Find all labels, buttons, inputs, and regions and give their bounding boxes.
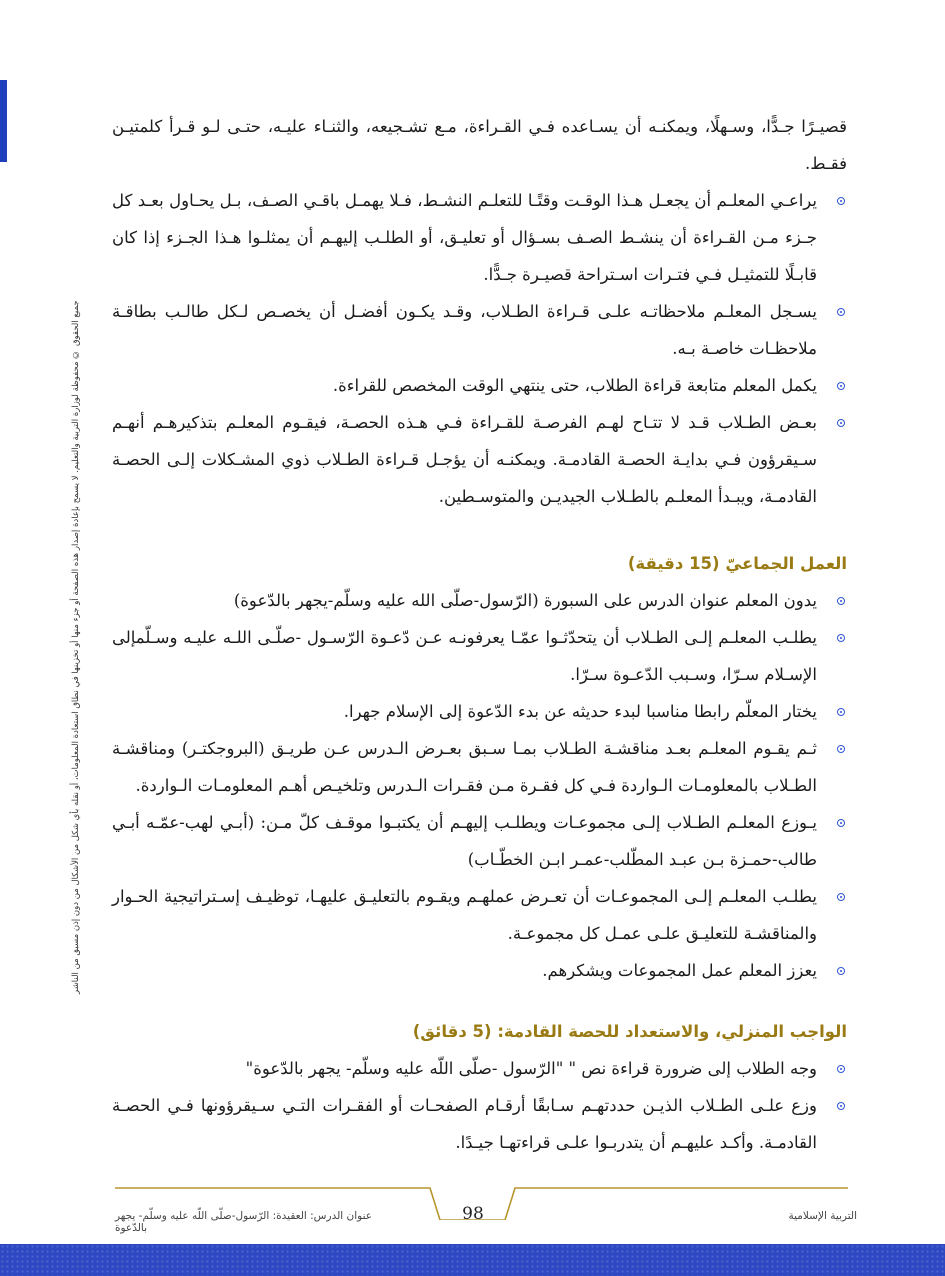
- circle-bullet-icon: [837, 419, 845, 427]
- circle-bullet-icon: [837, 1102, 845, 1110]
- list-item-text: بعـض الطـلاب قـد لا تتـاح لهـم الفرصـة للقـراءة فـي هـذه الحصـة، فيقـوم المعلـم بتذكيرهـم أنهـم سـيقرؤون فـي بدايـة الحصـة القادمـة. ويمكنـه أن يؤجـل قـراءة الطـلاب ذوي المشـكلات إلـى الحصـة القادمـة، ويبـدأ المعلـم بالطـلاب الجيديـن والمتوسـطين.: [112, 413, 817, 506]
- copyright-side-note: جميع الحقوق © محفوظة لوزارة التربية والتعليم. لا يسمح بإعادة إصدار هذه الصفحة أو جزء منها أو تخزينها في نطاق استعادة المعلومات، أو نقله بأي شكل من الأشكال من دون إذن مسبق من الناشر: [71, 300, 81, 994]
- list-item-text: يراعـي المعلـم أن يجعـل هـذا الوقـت وقتًـا للتعلـم النشـط، فـلا يهمـل باقـي الصـف، بـل يحـاول بعـد كل جـزء مـن القـراءة أن ينشـط الصـف بسـؤال أو تعليـق، أو الطلـب إليهـم أن يمثلـوا هـذا الجـزء إذا كان قابـلًا للتمثيـل فـي فتـرات اسـتراحة قصيـرة جـدًّا.: [112, 191, 817, 284]
- list-item: [112, 730, 847, 804]
- list-item-text: ثـم يقـوم المعلـم بعـد مناقشـة الطـلاب بمـا سـبق بعـرض الـدرس عـن طريـق (البروجكتـر) ومناقشـة الطـلاب بالمعلومـات الـواردة فـي كل فقـرة مـن فقـرات الـدرس وتلخيـص أهـم المعلومـات الـواردة.: [112, 739, 817, 795]
- group-work-heading: العمل الجماعيّ (15 دقيقة): [627, 554, 847, 573]
- list-item: [112, 1087, 847, 1161]
- list-item-text: يكمل المعلم متابعة قراءة الطلاب، حتى ينتهي الوقت المخصص للقراءة.: [332, 376, 817, 395]
- circle-bullet-icon: [837, 597, 845, 605]
- intro-continued-text: قصيـرًا جـدًّا، وسـهلًا، ويمكنـه أن يسـاعده فـي القـراءة، مـع تشـجيعه، والثنـاء عليـه، حتـى لـو قـرأ كلمتيـن فقـط.: [112, 117, 847, 173]
- circle-bullet-icon: [837, 967, 845, 975]
- circle-bullet-icon: [837, 197, 845, 205]
- list-item-text: يدون المعلم عنوان الدرس على السبورة (الرّسول-صلّى الله عليه وسلّم-يجهر بالدّعوة): [233, 591, 817, 610]
- footer-lesson-title: عنوان الدرس: العقيدة: الرّسول-صلّى اللّه عليه وسلّم- يجهر بالدّعوة: [115, 1210, 373, 1234]
- circle-bullet-icon: [837, 634, 845, 642]
- list-item: [112, 404, 847, 515]
- circle-bullet-icon: [837, 745, 845, 753]
- list-item-text: يـوزع المعلـم الطـلاب إلـى مجموعـات ويطلـب إليهـم أن يكتبـوا موقـف كلّ مـن: (أبـي لهب-عمّـه أبـي طالب-حمـزة بـن عبـد المطّلب-عمـر ابـن الخطّـاب): [112, 813, 817, 869]
- list-item: [112, 182, 847, 293]
- homework-heading: الواجب المنزلي، والاستعداد للحصة القادمة: (5 دقائق): [412, 1022, 847, 1041]
- homework-bullet-list: [112, 1050, 847, 1161]
- group-work-bullet-list: [112, 582, 847, 989]
- list-item: [112, 293, 847, 367]
- list-item-text: يختار المعلّم رابطا مناسبا لبدء حديثه عن بدء الدّعوة إلى الإسلام جهرا.: [343, 702, 817, 721]
- list-item: [112, 619, 847, 693]
- list-item: [112, 1050, 847, 1087]
- circle-bullet-icon: [837, 1065, 845, 1073]
- page-number: 98: [462, 1204, 484, 1224]
- circle-bullet-icon: [837, 819, 845, 827]
- list-item-text: يطلـب المعلـم إلـى المجموعـات أن تعـرض عملهـم ويقـوم بالتعليـق عليهـا، توظيـف إسـتراتيجية الحـوار والمناقشـة للتعليـق علـى عمـل كل مجموعـة.: [112, 887, 817, 943]
- list-item-text: يعزز المعلم عمل المجموعات ويشكرهم.: [542, 961, 817, 980]
- list-item: [112, 582, 847, 619]
- main-content: [112, 108, 847, 1161]
- list-item: [112, 878, 847, 952]
- circle-bullet-icon: [837, 308, 845, 316]
- bottom-band: [0, 1244, 945, 1276]
- list-item-text: يسـجل المعلـم ملاحظاتـه علـى قـراءة الطـلاب، وقـد يكـون أفضـل أن يخصـص لـكل طالـب بطاقـة ملاحظـات خاصـة بـه.: [112, 302, 817, 358]
- list-item: [112, 693, 847, 730]
- list-item-text: يطلـب المعلـم إلـى الطـلاب أن يتحدّثـوا عمّـا يعرفونـه عـن دّعـوة الرّسـول -صلّـى اللـه عليـه وسـلّمإلى الإسـلام سـرّا، وسـبب الدّعـوة سـرّا.: [112, 628, 817, 684]
- circle-bullet-icon: [837, 893, 845, 901]
- list-item: [112, 804, 847, 878]
- list-item-text: وزع علـى الطـلاب الذيـن حددتهـم سـابقًا أرقـام الصفحـات أو الفقـرات التـي سـيقرؤونها فـي الحصـة القادمـة. وأكـد عليهـم أن يتدربـوا علـى قراءتهـا جيـدًا.: [112, 1096, 817, 1152]
- footer-subject: التربية الإسلامية: [788, 1210, 857, 1222]
- circle-bullet-icon: [837, 708, 845, 716]
- intro-bullet-list: [112, 182, 847, 515]
- list-item: [112, 367, 847, 404]
- circle-bullet-icon: [837, 382, 845, 390]
- list-item-text: وجه الطلاب إلى ضرورة قراءة نص " "الرّسول -صلّى اللّه عليه وسلّم- يجهر بالدّعوة": [245, 1059, 817, 1078]
- list-item: [112, 952, 847, 989]
- left-edge-tab: [0, 80, 7, 162]
